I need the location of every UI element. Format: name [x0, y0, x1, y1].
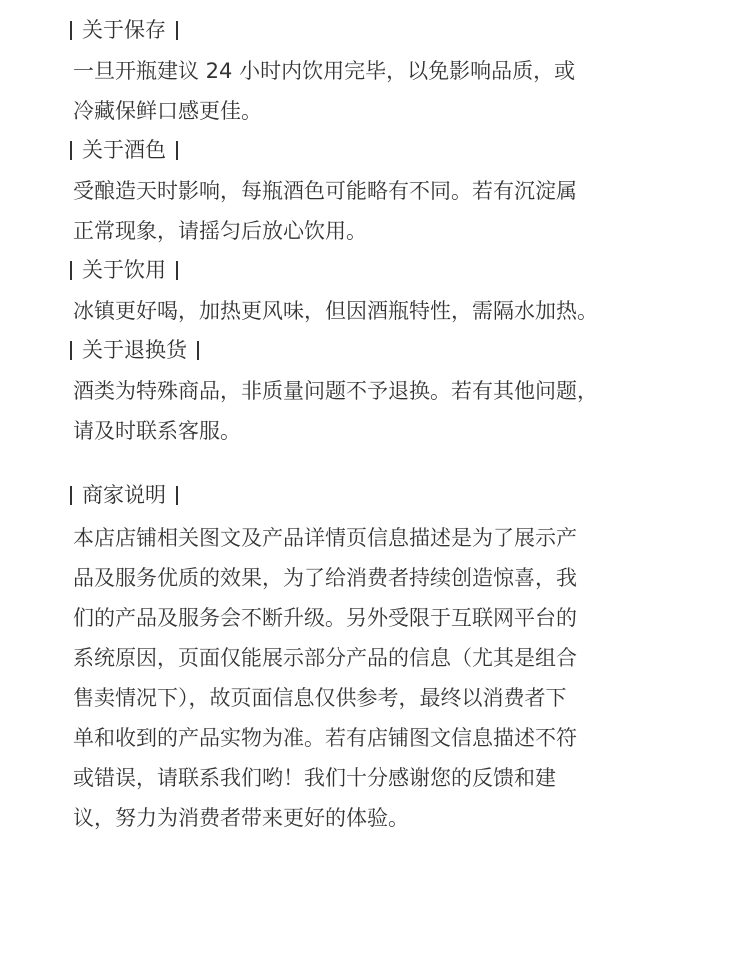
section-text-storage: [73, 51, 683, 131]
text-line: 或错误，请联系我们哟！我们十分感谢您的反馈和建: [73, 766, 556, 790]
section-text-merchant: [73, 518, 683, 838]
heading-divider-right: [176, 261, 178, 280]
heading-divider-left: [70, 486, 72, 505]
text-line: 正常现象，请摇匀后放心饮用。: [73, 219, 367, 243]
section-text-returns: [73, 371, 683, 451]
text-line: 酒类为特殊商品，非质量问题不予退换。若有其他问题，: [73, 379, 598, 403]
section-heading-storage: [70, 15, 178, 45]
text-line: 一旦开瓶建议 24 小时内饮用完毕，以免影响品质，或: [73, 59, 576, 83]
heading-title: 商家说明: [82, 483, 166, 507]
heading-divider-left: [70, 141, 72, 160]
heading-title: 关于保存: [82, 18, 166, 42]
text-line: 单和收到的产品实物为准。若有店铺图文信息描述不符: [73, 726, 577, 750]
heading-divider-left: [70, 261, 72, 280]
section-heading-returns: [70, 335, 199, 365]
text-line: 受酿造天时影响，每瓶酒色可能略有不同。若有沉淀属: [73, 179, 577, 203]
heading-title: 关于退换货: [82, 338, 187, 362]
heading-divider-left: [70, 21, 72, 40]
text-line: 品及服务优质的效果，为了给消费者持续创造惊喜，我: [73, 566, 577, 590]
heading-divider-right: [197, 341, 199, 360]
heading-divider-left: [70, 341, 72, 360]
text-line: 请及时联系客服。: [73, 419, 241, 443]
text-line: 们的产品及服务会不断升级。另外受限于互联网平台的: [73, 606, 577, 630]
text-line: 冷藏保鲜口感更佳。: [73, 99, 262, 123]
section-heading-drinking: [70, 255, 178, 285]
section-heading-merchant: [70, 480, 178, 510]
heading-divider-right: [176, 486, 178, 505]
text-line: 议，努力为消费者带来更好的体验。: [73, 806, 409, 830]
section-text-drinking: [73, 291, 683, 331]
heading-title: 关于饮用: [82, 258, 166, 282]
heading-divider-right: [176, 21, 178, 40]
heading-divider-right: [176, 141, 178, 160]
text-line: 本店店铺相关图文及产品详情页信息描述是为了展示产: [73, 526, 577, 550]
text-line: 冰镇更好喝，加热更风味，但因酒瓶特性，需隔水加热。: [73, 299, 598, 323]
text-line: 售卖情况下），故页面信息仅供参考，最终以消费者下: [73, 686, 567, 710]
text-line: 系统原因，页面仅能展示部分产品的信息（尤其是组合: [73, 646, 577, 670]
section-text-color: [73, 171, 683, 251]
heading-title: 关于酒色: [82, 138, 166, 162]
section-heading-color: [70, 135, 178, 165]
